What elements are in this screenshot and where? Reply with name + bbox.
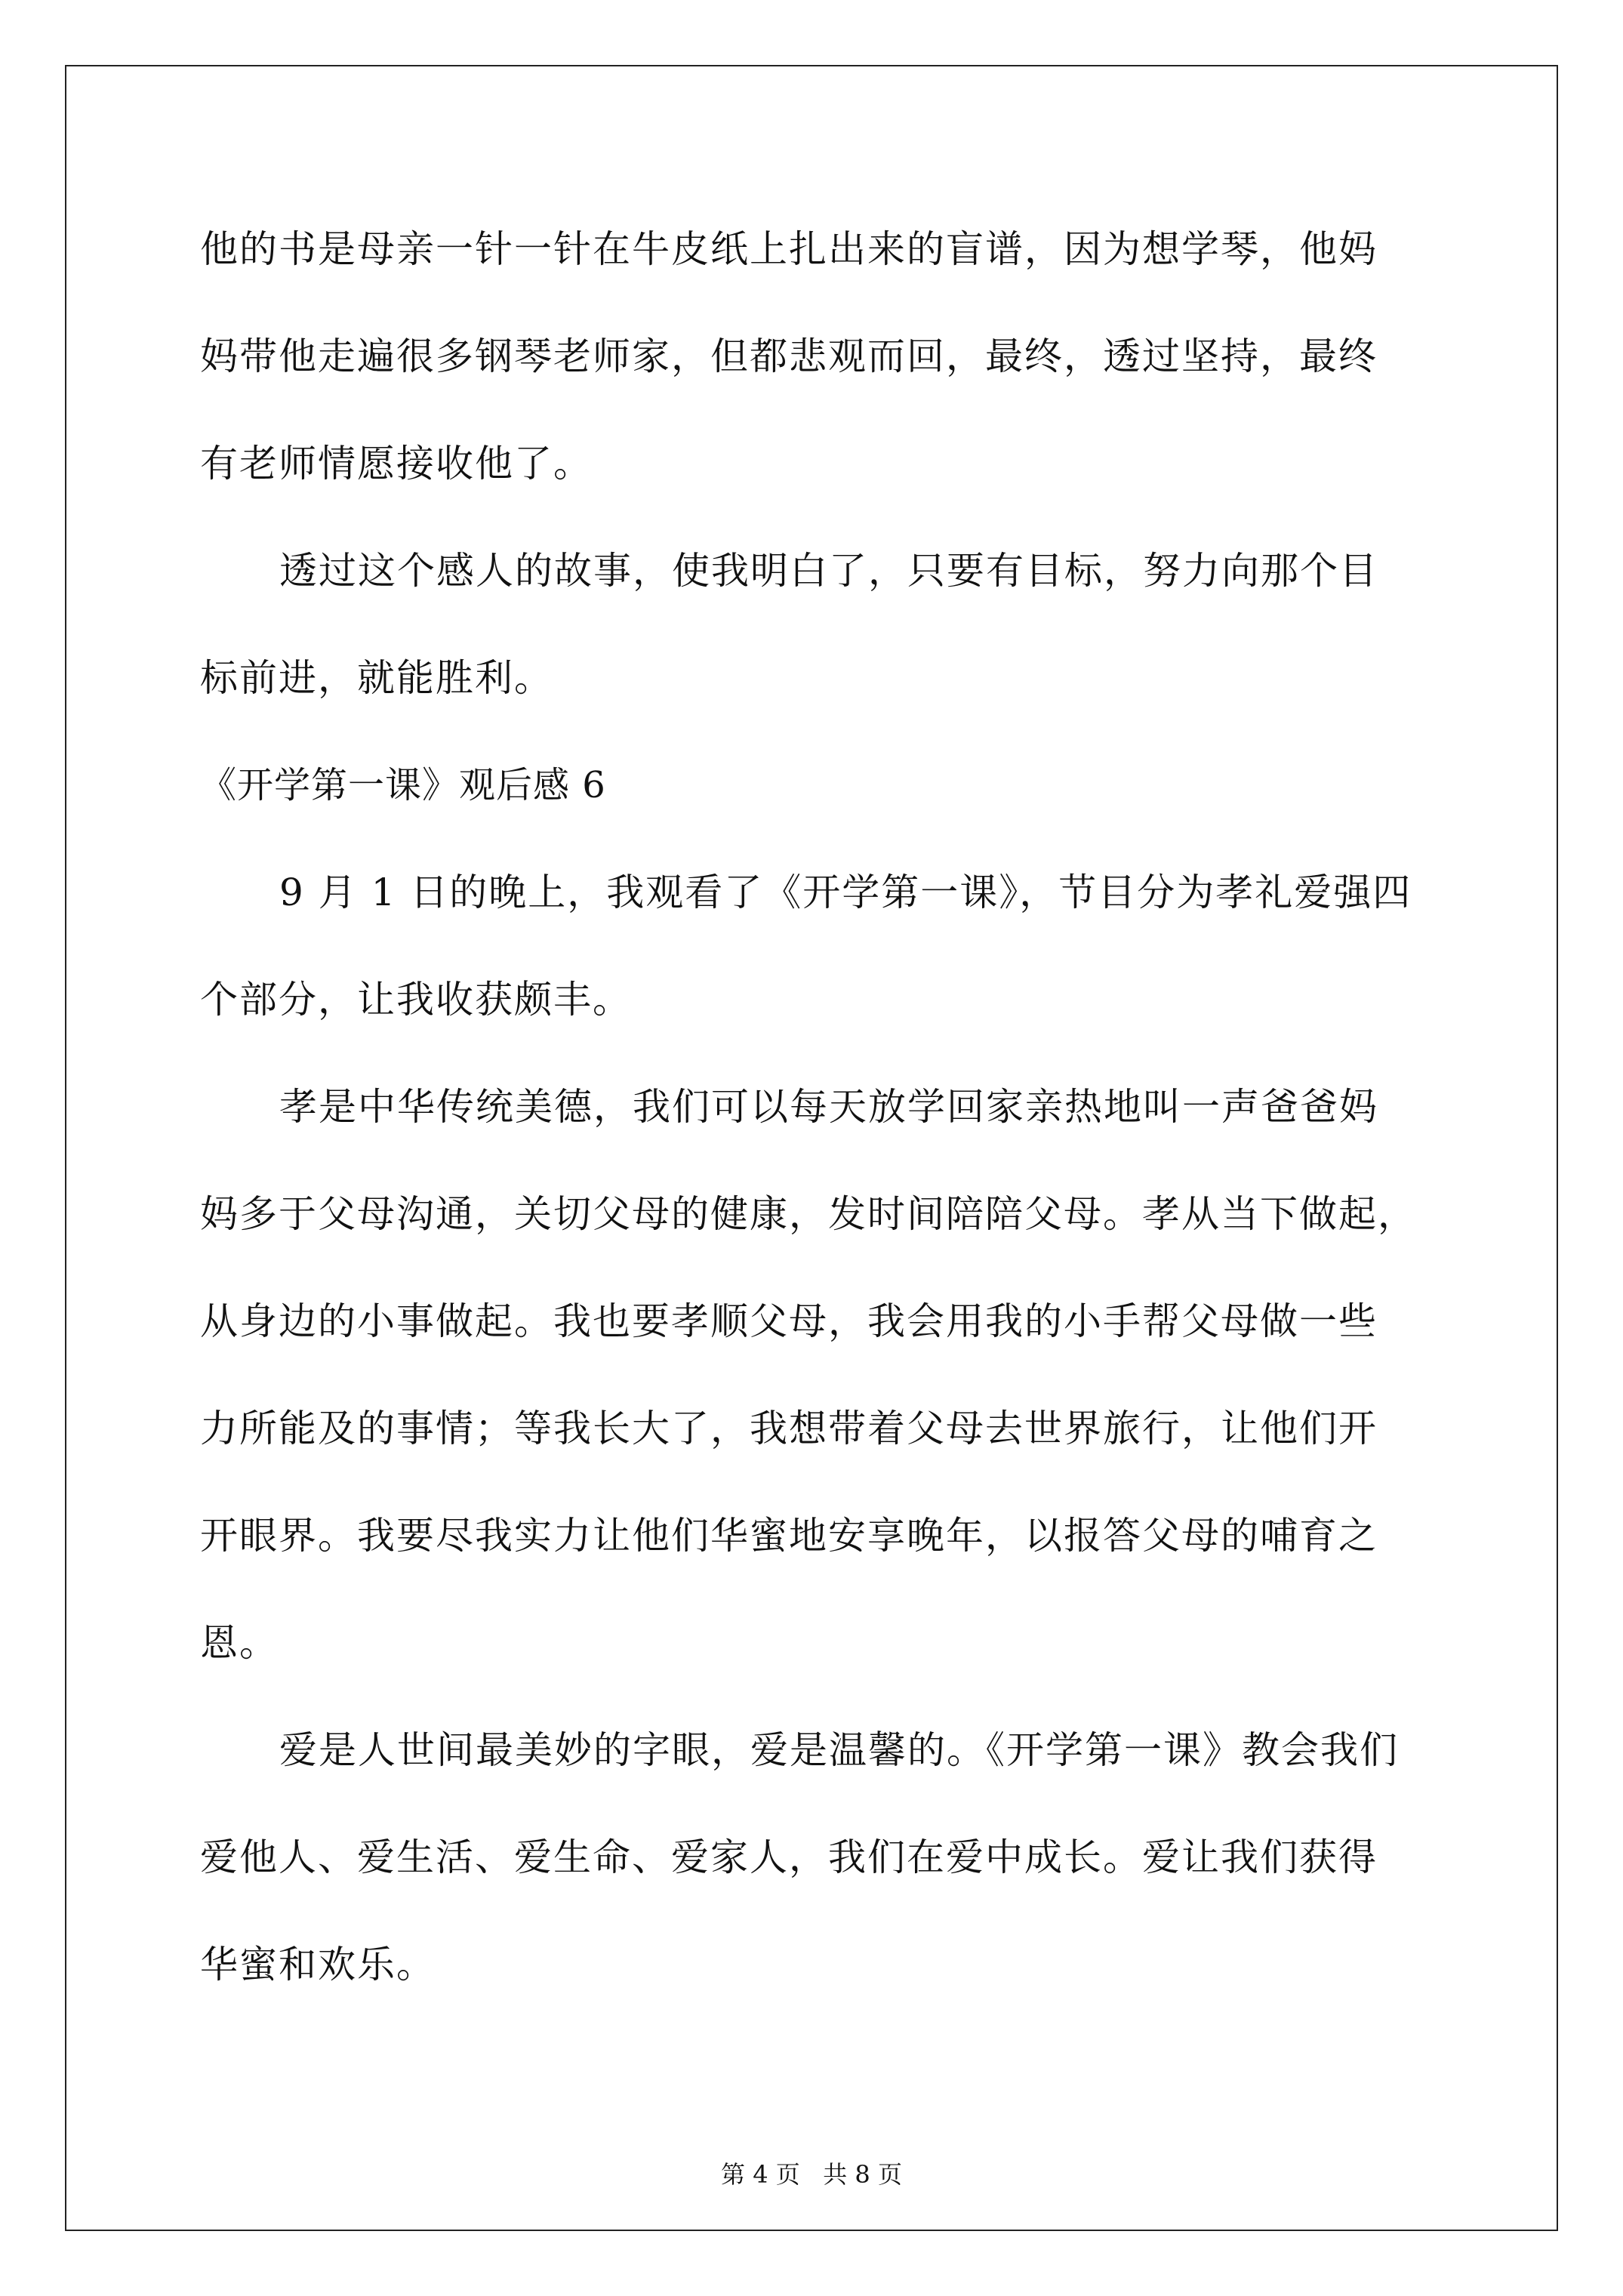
paragraph-line: 妈带他走遍很多钢琴老师家，但都悲观而回，最终，透过坚持，最终 (200, 334, 1378, 378)
page-number-footer: 第 4 页 共 8 页 (721, 2160, 902, 2189)
paragraph-line: 恩。 (200, 1621, 279, 1665)
paragraph-line: 透过这个感人的故事，使我明白了，只要有目标，努力向那个目 (279, 549, 1378, 593)
paragraph-line: 有老师情愿接收他了。 (200, 442, 593, 485)
paragraph-line: 华蜜和欢乐。 (200, 1943, 436, 1986)
paragraph-line: 个部分，让我收获颇丰。 (200, 978, 632, 1022)
section-heading: 《开学第一课》观后感 6 (200, 764, 606, 806)
paragraph-line: 开眼界。我要尽我实力让他们华蜜地安享晚年，以报答父母的哺育之 (200, 1514, 1378, 1558)
paragraph-line: 爱是人世间最美妙的字眼，爱是温馨的。《开学第一课》教会我们 (279, 1728, 1399, 1772)
paragraph-line: 力所能及的事情；等我长大了，我想带着父母去世界旅行，让他们开 (200, 1407, 1378, 1450)
paragraph-line: 他的书是母亲一针一针在牛皮纸上扎出来的盲谱，因为想学琴，他妈 (200, 227, 1378, 271)
page-border (65, 65, 1558, 2231)
paragraph-line: 标前进，就能胜利。 (200, 656, 553, 700)
paragraph-line: 妈多于父母沟通，关切父母的健康，发时间陪陪父母。孝从当下做起， (200, 1192, 1417, 1236)
paragraph-line: 9 月 1 日的晚上，我观看了《开学第一课》，节目分为孝礼爱强四 (279, 871, 1412, 914)
paragraph-line: 从身边的小事做起。我也要孝顺父母，我会用我的小手帮父母做一些 (200, 1299, 1378, 1343)
paragraph-line: 爱他人、爱生活、爱生命、爱家人，我们在爱中成长。爱让我们获得 (200, 1835, 1378, 1879)
paragraph-line: 孝是中华传统美德，我们可以每天放学回家亲热地叫一声爸爸妈 (279, 1085, 1378, 1129)
